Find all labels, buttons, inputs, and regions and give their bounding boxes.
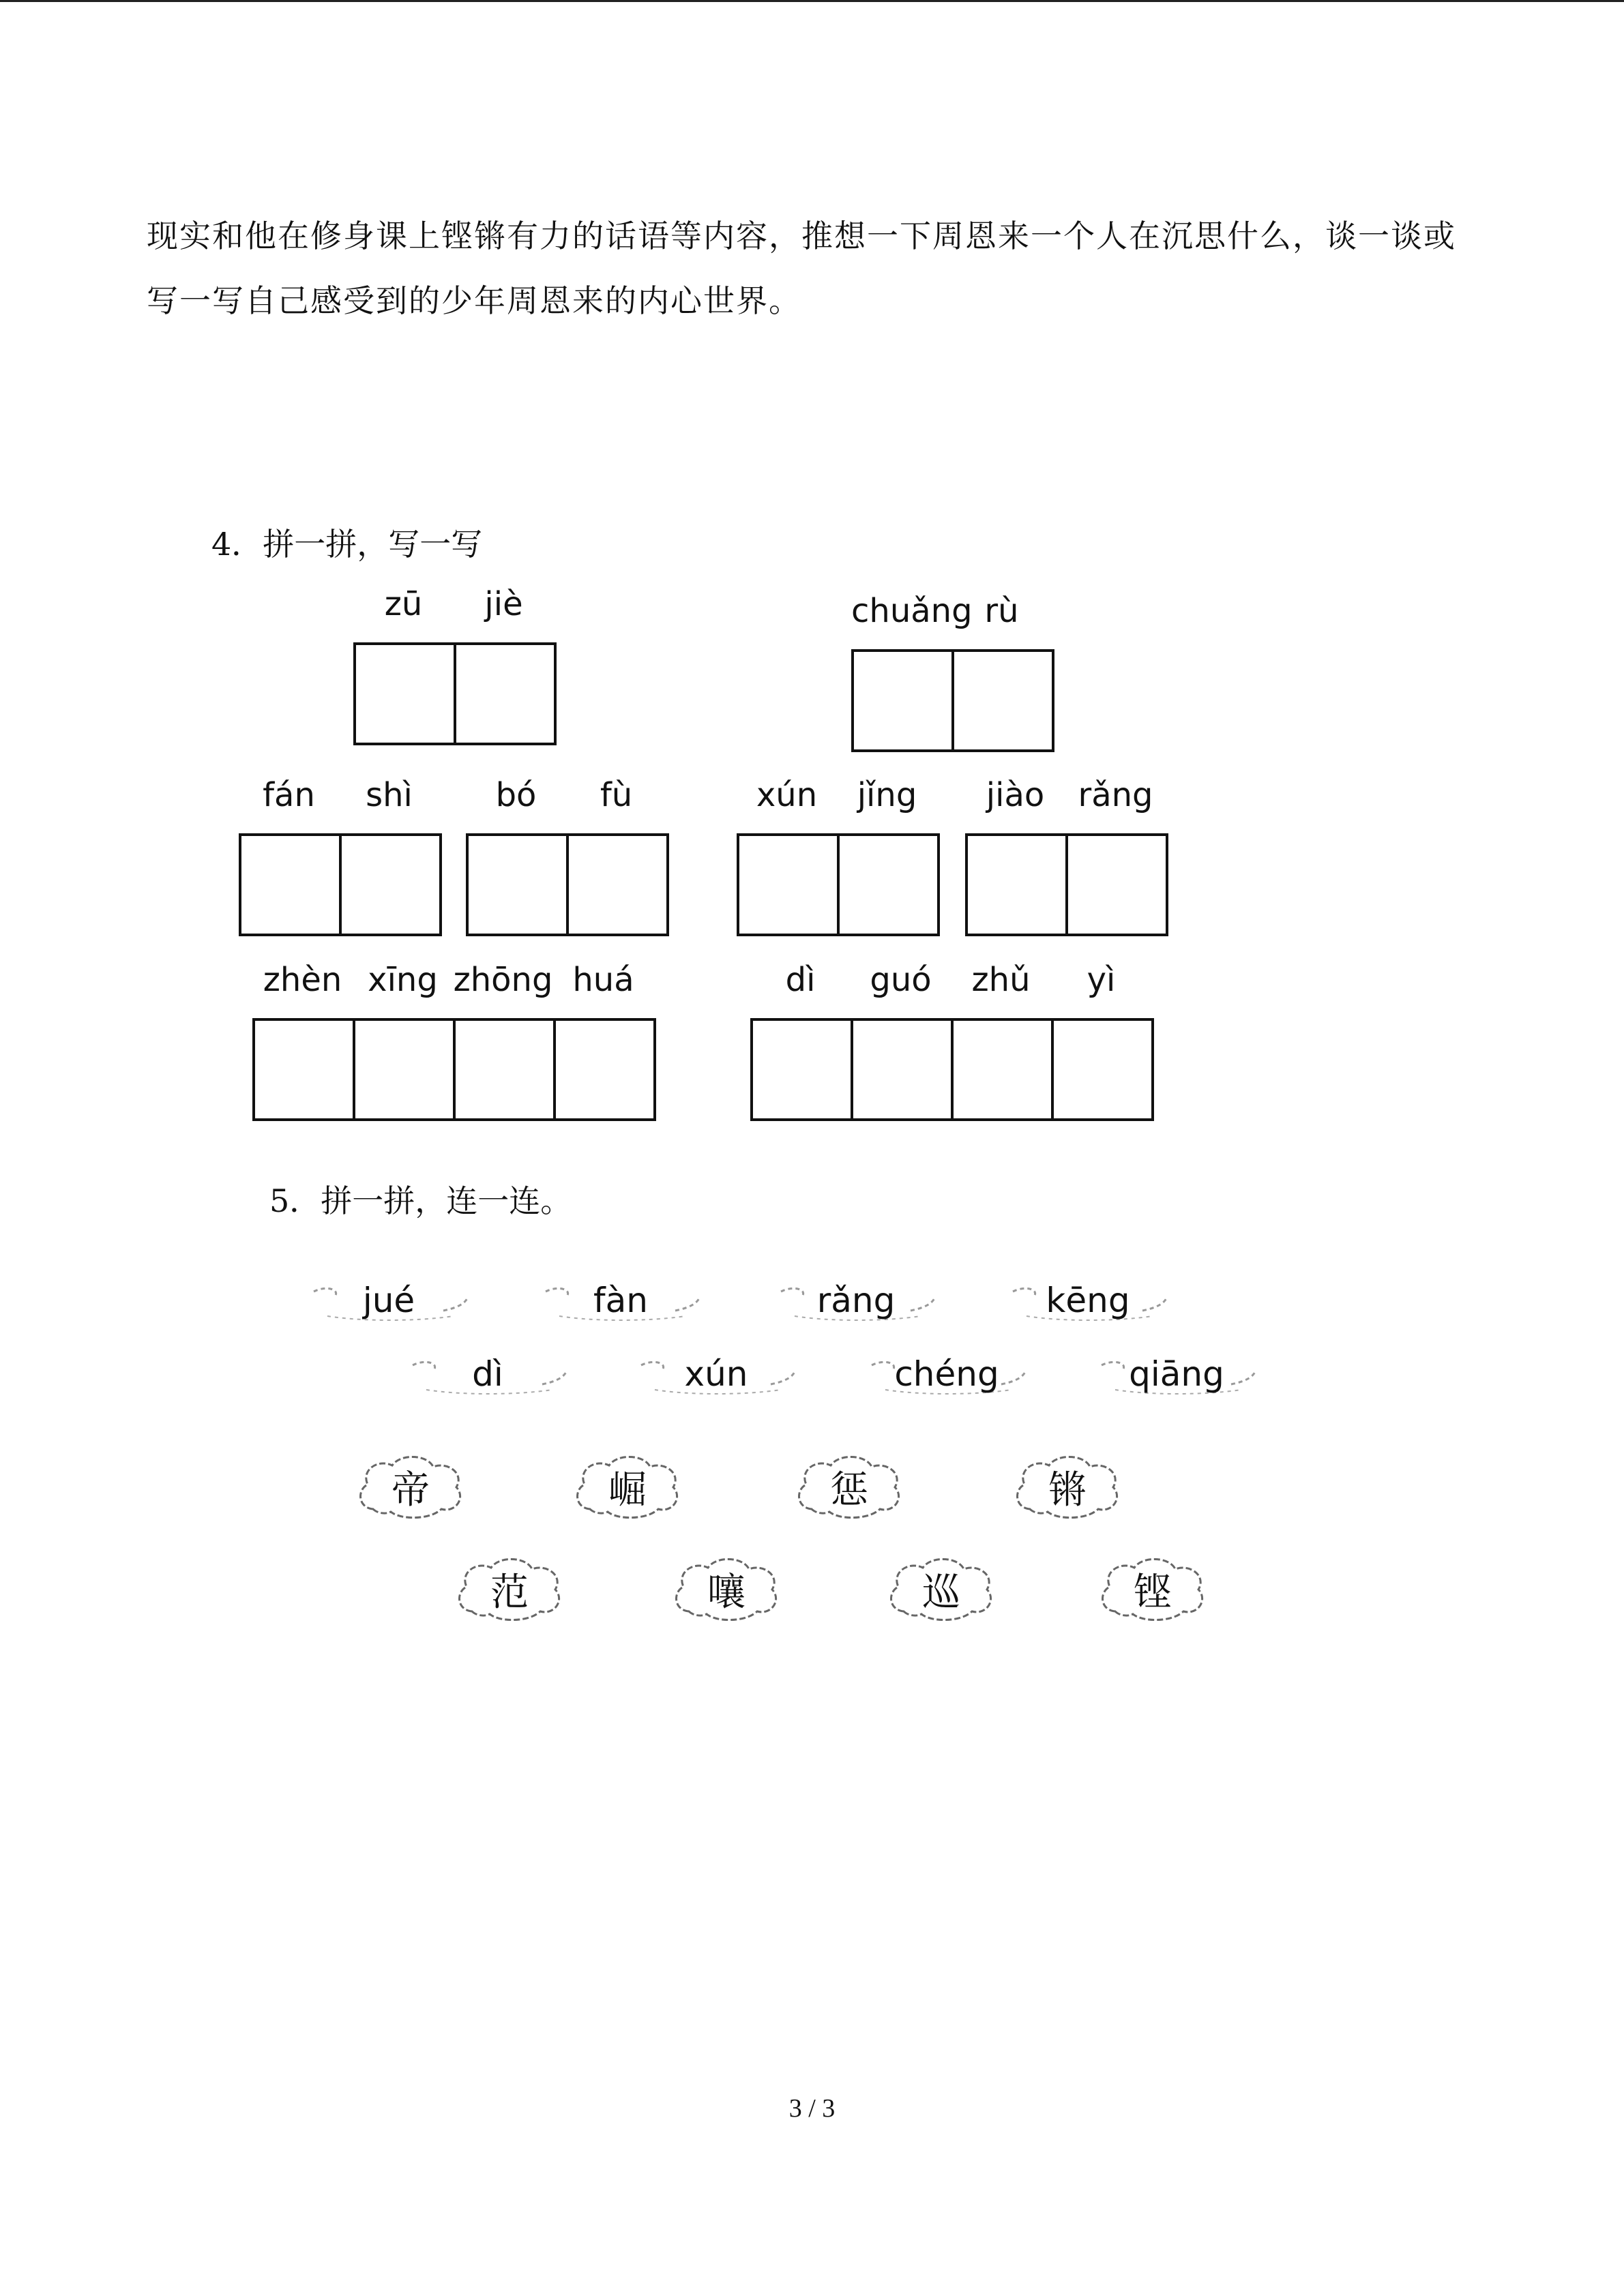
pinyin-cloud[interactable] [1095,1350,1258,1398]
pinyin-label: jiào [986,776,1045,814]
writing-boxes [466,833,669,936]
pinyin-text: rǎng [816,1281,896,1320]
writing-box[interactable] [1054,1021,1151,1118]
writing-box[interactable] [840,836,937,934]
writing-boxes [252,1018,656,1121]
pinyin-cloud[interactable] [1006,1277,1170,1324]
pinyin-cloud[interactable] [774,1277,938,1324]
pinyin-cloud[interactable] [307,1277,471,1324]
writing-boxes [750,1018,1154,1121]
writing-boxes [851,649,1054,752]
writing-box[interactable] [355,1021,456,1118]
pinyin-cloud[interactable] [539,1277,703,1324]
pinyin-label: huá [572,961,634,999]
pinyin-label: guó [870,961,932,999]
question-4-title: 4．拼一拼，写一写 [211,526,483,563]
pinyin-label: xún [756,776,818,814]
writing-box[interactable] [241,836,342,934]
pinyin-label: jǐng [857,776,917,814]
pinyin-label: fù [600,776,633,814]
pinyin-text: xún [684,1354,748,1394]
pinyin-cloud[interactable] [634,1350,798,1398]
pinyin-cloud[interactable] [406,1350,570,1398]
character-cloud[interactable] [452,1551,567,1628]
writing-boxes [239,833,442,936]
writing-box[interactable] [1068,836,1166,934]
character-text: 崛 [608,1468,647,1512]
pinyin-text: dì [472,1354,503,1394]
intro-line-1: 现实和他在修身课上铿锵有力的话语等内容，推想一下周恩来一个人在沉思什么，谈一谈或 [147,218,1456,254]
writing-box[interactable] [954,652,1052,749]
question-5-title: 5．拼一拼，连一连。 [269,1182,572,1219]
writing-box[interactable] [853,1021,954,1118]
character-text: 巡 [922,1570,960,1615]
pinyin-label: fán [263,776,315,814]
character-text: 锵 [1048,1468,1087,1512]
writing-box[interactable] [456,645,554,743]
pinyin-label: shì [366,776,413,814]
character-text: 范 [490,1570,529,1615]
character-text: 嚷 [707,1570,745,1615]
pinyin-label: yì [1087,961,1116,999]
writing-box[interactable] [255,1021,355,1118]
writing-box[interactable] [753,1021,853,1118]
pinyin-text: kēng [1046,1281,1130,1320]
pinyin-cloud[interactable] [865,1350,1029,1398]
character-cloud[interactable] [883,1551,999,1628]
writing-boxes [737,833,940,936]
pinyin-label: chuǎng [851,592,973,630]
intro-line-2: 写一写自己感受到的少年周恩来的内心世界。 [147,282,801,319]
writing-box[interactable] [854,652,954,749]
writing-box[interactable] [569,836,666,934]
pinyin-text: qiāng [1129,1354,1224,1394]
pinyin-label: zhèn [263,961,342,999]
pinyin-text: chéng [894,1354,999,1394]
character-cloud[interactable] [791,1449,907,1525]
character-text: 惩 [830,1468,868,1512]
writing-box[interactable] [556,1021,653,1118]
character-cloud[interactable] [1009,1449,1125,1525]
writing-box[interactable] [469,836,569,934]
writing-box[interactable] [456,1021,556,1118]
character-cloud[interactable] [353,1449,469,1525]
writing-box[interactable] [954,1021,1054,1118]
pinyin-label: rù [984,592,1019,630]
pinyin-label: xīng [368,961,438,999]
character-cloud[interactable] [570,1449,685,1525]
page-top-border [0,0,1624,2]
pinyin-label: jiè [484,585,523,623]
pinyin-text: jué [362,1281,415,1320]
pinyin-label: rǎng [1078,776,1153,814]
character-text: 铿 [1134,1570,1172,1615]
writing-box[interactable] [968,836,1068,934]
character-cloud[interactable] [1095,1551,1211,1628]
writing-boxes [353,642,557,745]
writing-box[interactable] [739,836,840,934]
pinyin-label: zhōng [453,961,553,999]
writing-box[interactable] [356,645,456,743]
pinyin-label: bó [495,776,537,814]
character-text: 帝 [392,1468,430,1512]
page-number: 3 / 3 [788,2094,836,2123]
pinyin-text: fàn [593,1281,648,1320]
writing-box[interactable] [342,836,439,934]
pinyin-label: dì [785,961,816,999]
pinyin-label: zhǔ [971,961,1031,999]
character-cloud[interactable] [668,1551,784,1628]
writing-boxes [965,833,1168,936]
pinyin-label: zū [384,585,423,623]
